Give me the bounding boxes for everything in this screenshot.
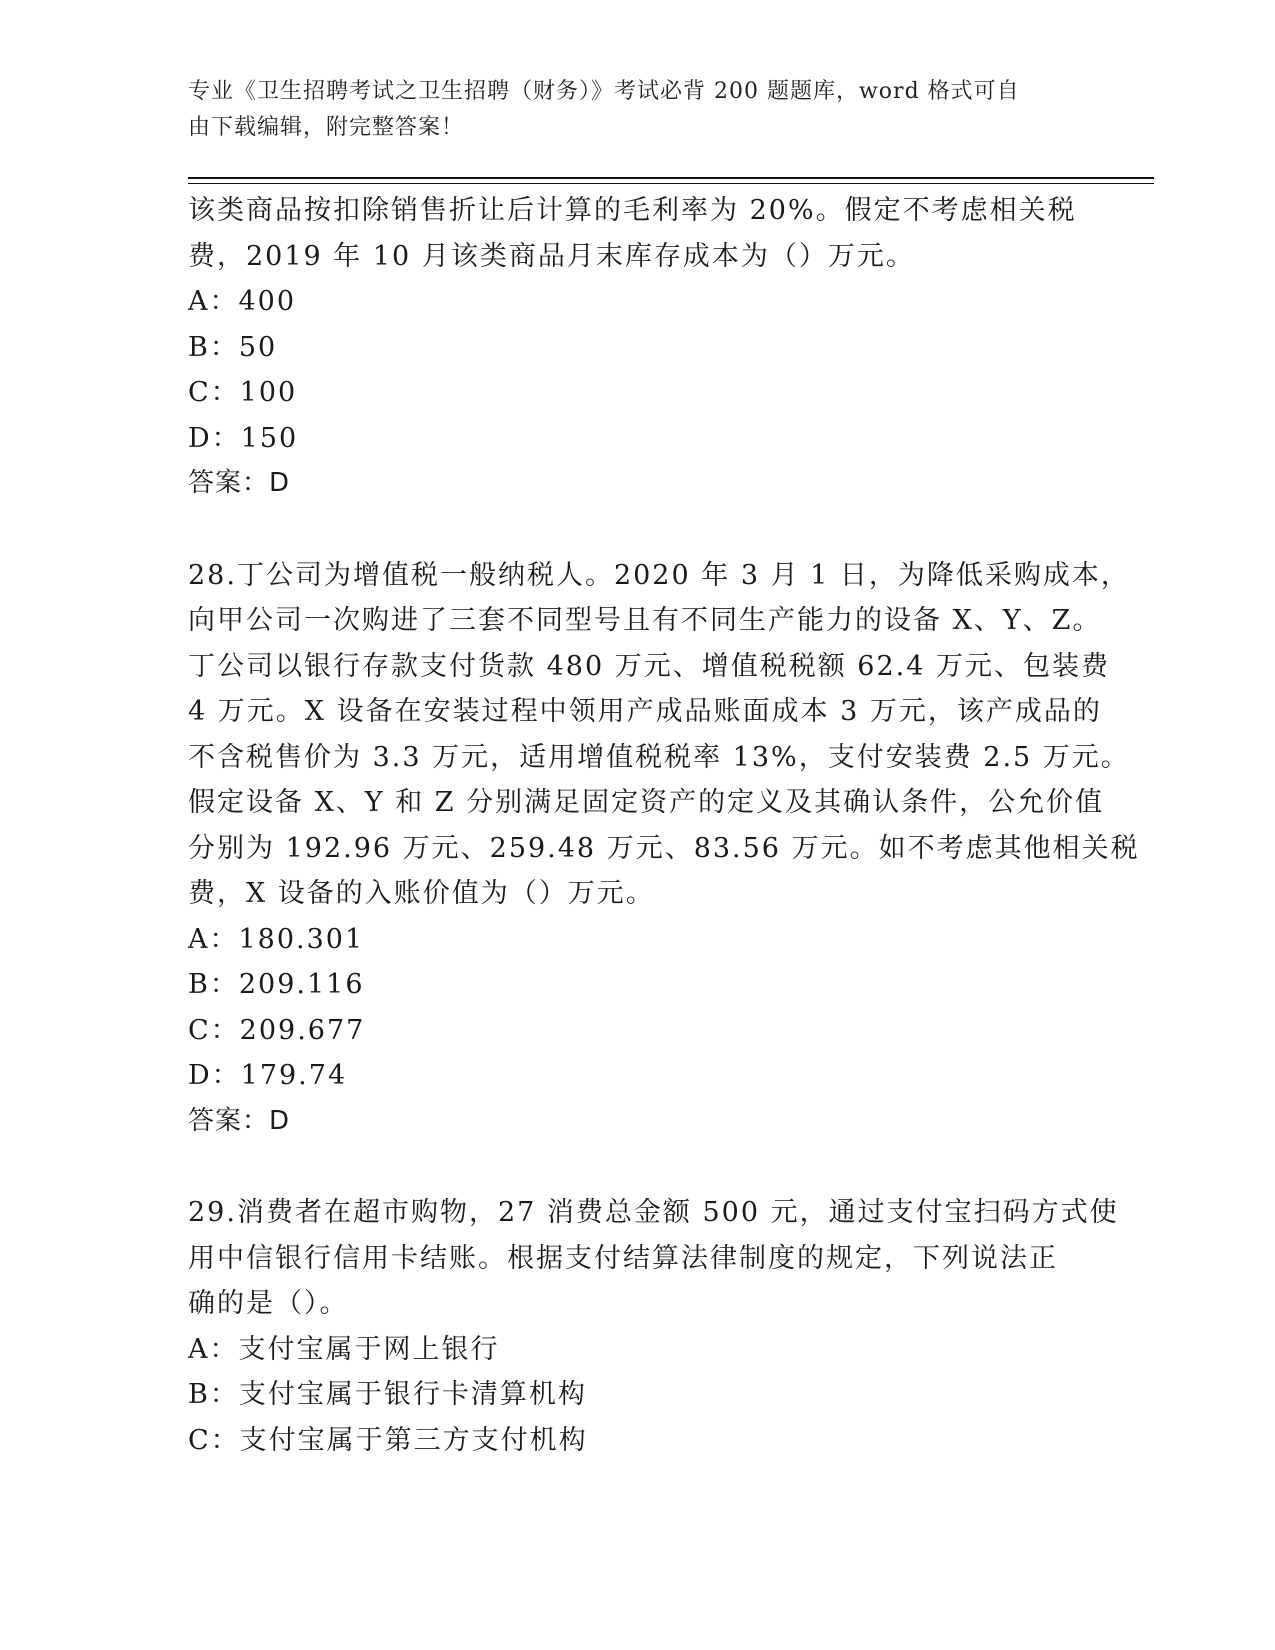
header-rule-thin	[188, 183, 1154, 184]
option-d: D：150	[188, 422, 299, 454]
option-c: C：支付宝属于第三方支付机构	[188, 1424, 588, 1456]
question-text-line: 28.丁公司为增值税一般纳税人。2020 年 3 月 1 日，为降低采购成本，	[188, 559, 1130, 591]
question-text-line: 分别为 192.96 万元、259.48 万元、83.56 万元。如不考虑其他相关税	[188, 832, 1140, 864]
header-line-2: 由下载编辑，附完整答案！	[188, 115, 465, 140]
option-b: B：支付宝属于银行卡清算机构	[188, 1379, 587, 1410]
document-body	[188, 188, 1140, 1463]
option-b: B：209.116	[188, 969, 365, 1000]
document-header	[188, 74, 1068, 146]
answer-line: 答案：D	[188, 468, 291, 498]
option-a: A：支付宝属于网上银行	[188, 1333, 500, 1365]
question-28	[188, 553, 1140, 1145]
header-line-1: 专业《卫生招聘考试之卫生招聘（财务）》考试必背 200 题题库，word 格式可自	[188, 79, 1020, 104]
question-27	[188, 188, 1088, 507]
question-text-line: 29.消费者在超市购物，27 消费总金额 500 元，通过支付宝扫码方式使	[188, 1197, 1119, 1228]
option-a: A：400	[188, 286, 297, 317]
question-text-line: 费，X 设备的入账价值为（）万元。	[188, 878, 655, 909]
question-text-line: 向甲公司一次购进了三套不同型号且有不同生产能力的设备 X、Y、Z。	[188, 605, 1102, 636]
question-text-line: 确的是（）。	[188, 1288, 349, 1319]
option-c: C：209.677	[188, 1014, 366, 1046]
question-text-line: 用中信银行信用卡结账。根据支付结算法律制度的规定，下列说法正	[188, 1242, 1058, 1274]
question-text-line: 4 万元。X 设备在安装过程中领用产成品账面成本 3 万元，该产成品的	[188, 696, 1102, 727]
question-text-line: 费，2019 年 10 月该类商品月末库存成本为（）万元。	[188, 240, 915, 272]
header-rule-thick	[188, 177, 1154, 179]
option-d: D：179.74	[188, 1060, 348, 1091]
option-b: B：50	[188, 331, 278, 363]
answer-line: 答案：D	[188, 1105, 291, 1136]
question-text-line: 该类商品按扣除销售折让后计算的毛利率为 20%。假定不考虑相关税	[188, 195, 1077, 226]
question-29	[188, 1190, 1119, 1463]
option-c: C：100	[188, 377, 298, 408]
question-text-line: 丁公司以银行存款支付货款 480 万元、增值税税额 62.4 万元、包装费	[188, 650, 1110, 682]
option-a: A：180.301	[188, 923, 365, 955]
question-text-line: 假定设备 X、Y 和 Z 分别满足固定资产的定义及其确认条件，公允价值	[188, 787, 1105, 818]
question-text-line: 不含税售价为 3.3 万元，适用增值税税率 13%，支付安装费 2.5 万元。	[188, 741, 1130, 773]
